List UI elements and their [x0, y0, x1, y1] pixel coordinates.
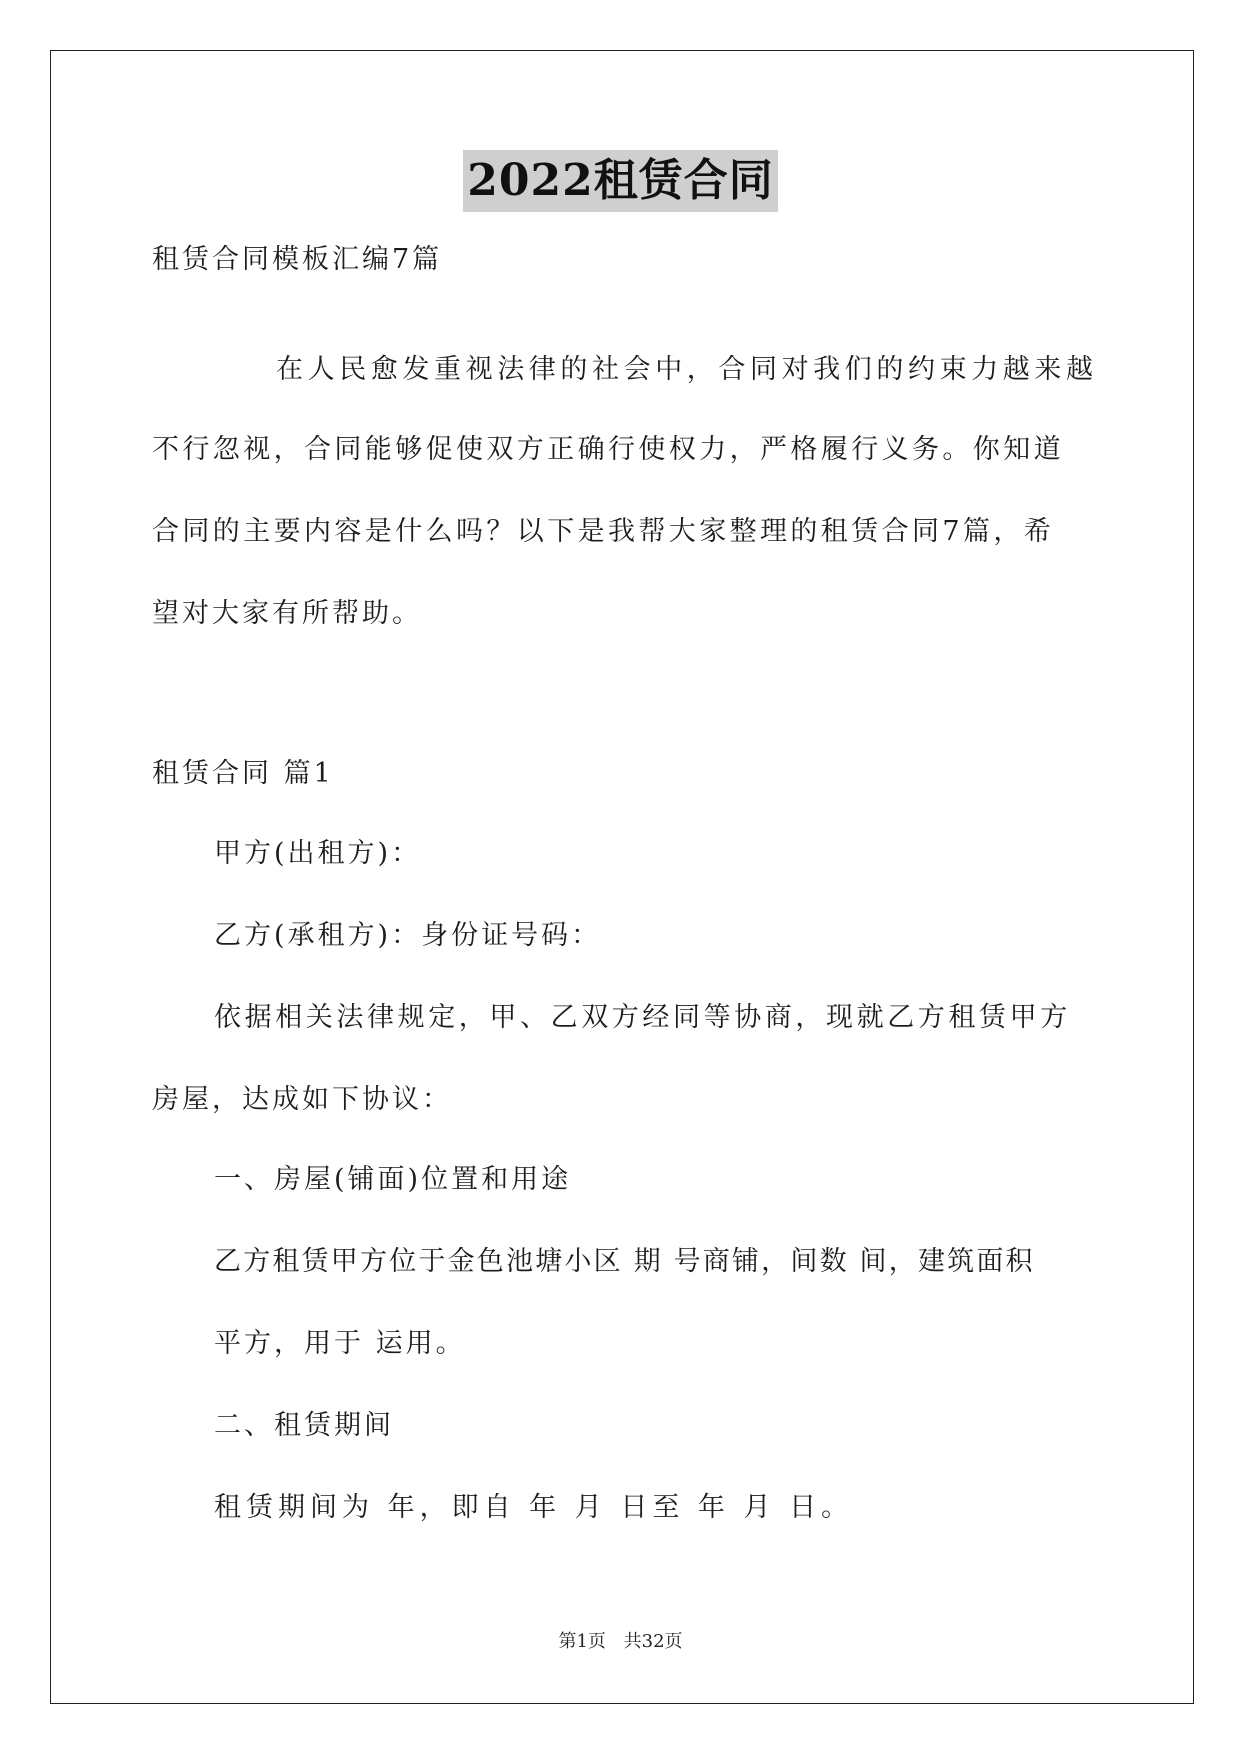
party-b-line: 乙方(承租方)：身份证号码： — [214, 920, 602, 951]
intro-line-4: 望对大家有所帮助。 — [152, 598, 422, 629]
basis-text-1: 依据相关法律规定，甲、乙双方经同等协商，现就乙方租赁甲方 — [214, 1002, 1071, 1033]
intro-line-3 — [152, 514, 1089, 550]
basis-line-1 — [214, 1000, 1089, 1036]
page-border — [50, 50, 1194, 1704]
clause-2-line-1: 租赁期间为 年，即自 年 月 日至 年 月 日。 — [214, 1492, 854, 1523]
page-number-total: 共32页 — [623, 1631, 683, 1652]
clause-1-text-1: 乙方租赁甲方位于金色池塘小区 期 号商铺，间数 间，建筑面积 — [214, 1246, 1035, 1277]
section-heading: 租赁合同 篇1 — [152, 758, 334, 789]
page-number-current: 第1页 — [558, 1631, 606, 1652]
intro-text-1: 在人民愈发重视法律的社会中，合同对我们的约束力越来越 — [276, 354, 1098, 385]
document-title: 2022租赁合同 — [463, 150, 777, 212]
intro-line-1 — [276, 352, 1098, 388]
intro-text-2: 不行忽视，合同能够促使双方正确行使权力，严格履行义务。你知道 — [152, 434, 1064, 465]
clause-1-title: 一、房屋(铺面)位置和用途 — [214, 1164, 572, 1195]
party-a-line: 甲方(出租方)： — [214, 838, 422, 869]
document-subtitle: 租赁合同模板汇编7篇 — [152, 244, 443, 275]
clause-2-title: 二、租赁期间 — [214, 1410, 394, 1441]
intro-line-2 — [152, 432, 1089, 468]
title-container — [0, 150, 1241, 212]
clause-1-line-2: 平方，用于 运用。 — [214, 1328, 466, 1359]
intro-text-3: 合同的主要内容是什么吗？以下是我帮大家整理的租赁合同7篇，希 — [152, 516, 1055, 547]
basis-line-2: 房屋，达成如下协议： — [152, 1084, 452, 1115]
page-footer — [0, 1630, 1241, 1654]
clause-1-line-1 — [214, 1244, 1089, 1280]
